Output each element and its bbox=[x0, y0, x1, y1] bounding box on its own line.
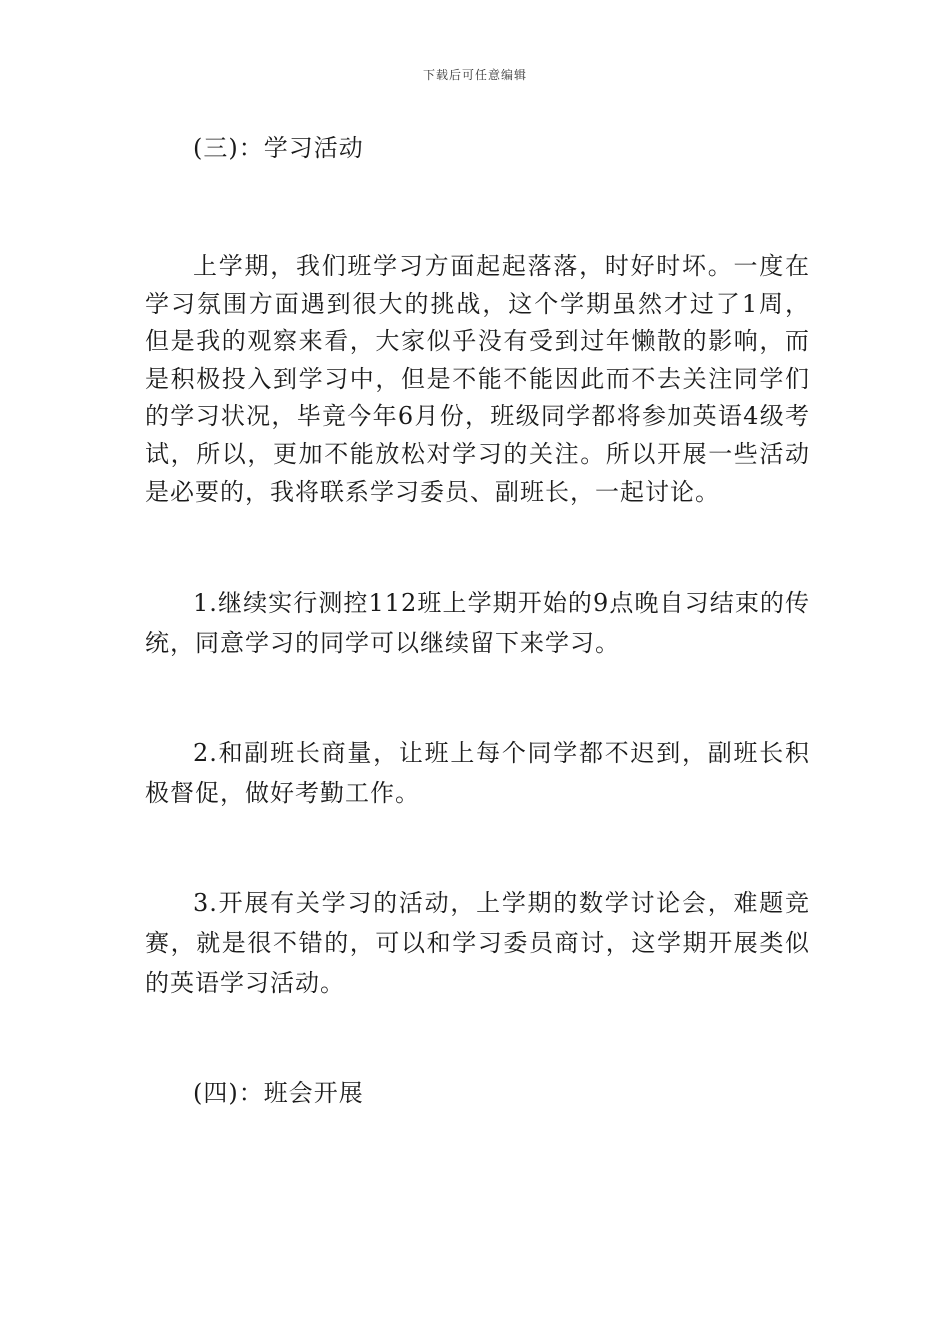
spacer bbox=[145, 168, 810, 248]
section-3-heading: (三)：学习活动 bbox=[193, 134, 364, 162]
list-item-1: 1.继续实行测控112班上学期开始的9点晚自习结束的传统，同意学习的同学可以继续留下来学习。 bbox=[145, 589, 810, 658]
list-item-2: 2.和副班长商量，让班上每个同学都不迟到，副班长积极督促，做好考勤工作。 bbox=[145, 739, 810, 808]
spacer bbox=[145, 813, 810, 883]
spacer bbox=[145, 1003, 810, 1073]
document-body bbox=[145, 128, 810, 1113]
intro-paragraph: 上学期，我们班学习方面起起落落，时好时坏。一度在学习氛围方面遇到很大的挑战，这个学期虽然才过了1周，但是我的观察来看，大家似乎没有受到过年懒散的影响，而是积极投入到学习中，但是不能不能因此而不去关注同学们的学习状况，毕竟今年6月份，班级同学都将参加英语4级考试，所以，更加不能放松对学习的关注。所以开展一些活动是必要的，我将联系学习委员、副班长，一起讨论。 bbox=[145, 252, 810, 506]
section-4-heading: (四)：班会开展 bbox=[193, 1079, 364, 1108]
spacer bbox=[145, 511, 810, 583]
list-item-3: 3.开展有关学习的活动，上学期的数学讨论会，难题竞赛，就是很不错的，可以和学习委员商讨，这学期开展类似的英语学习活动。 bbox=[145, 889, 810, 998]
spacer bbox=[145, 663, 810, 733]
header-note: 下载后可任意编辑 bbox=[422, 68, 527, 82]
